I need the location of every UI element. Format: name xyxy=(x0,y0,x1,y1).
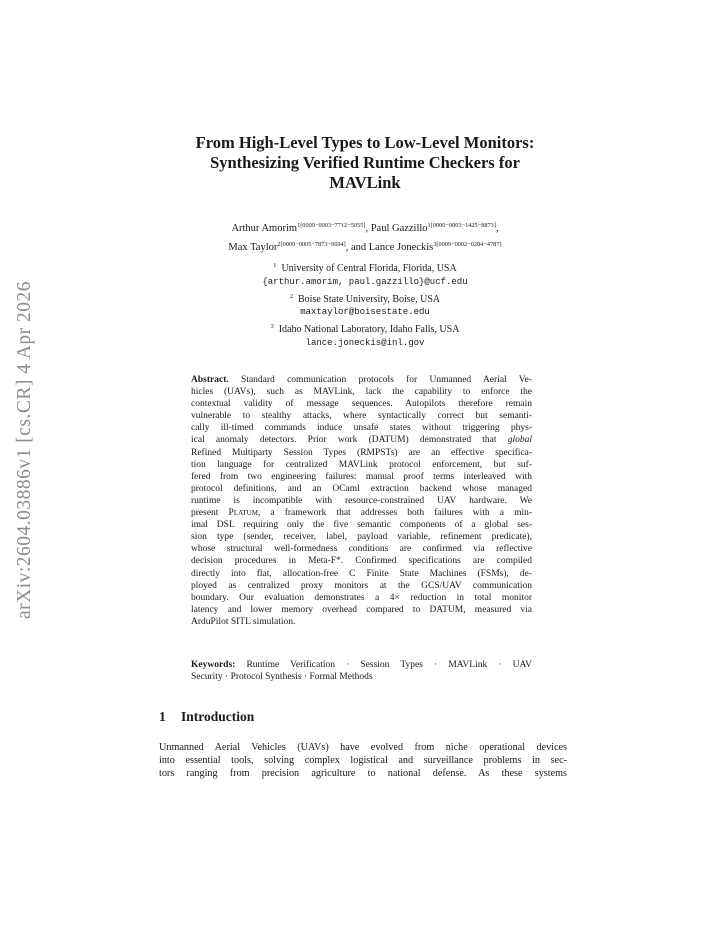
affiliation: $^3$ Idaho National Laboratory, Idaho Falls, USA xyxy=(270,323,460,336)
abstract-line: Refined Multiparty Session Types (RMPSTs) are an effective specifica- xyxy=(191,447,532,458)
abstract-line: cally ill-timed commands induce unsafe states without triggering phys- xyxy=(191,423,532,434)
affiliation: $^1$ University of Central Florida, Florida, USA xyxy=(273,262,457,274)
affiliation-email: maxtaylor@boisestate.edu xyxy=(300,307,430,318)
author-line xyxy=(150,237,580,256)
abstract-label: Abstract. xyxy=(191,375,229,385)
author-orcid: 2[0009−0005−7873−9694] xyxy=(277,241,346,248)
title-line: MAVLink xyxy=(329,173,401,192)
body-line: tors ranging from precision agriculture to national defense. As these systems xyxy=(159,767,567,779)
author-name: , and Lance Joneckis xyxy=(345,242,434,253)
body-line: Unmanned Aerial Vehicles (UAVs) have evolved from niche operational devices xyxy=(159,742,567,753)
abstract-line: Abstract. Standard communication protocols for Unmanned Aerial Ve- xyxy=(191,375,532,385)
title-line: Synthesizing Verified Runtime Checkers for xyxy=(210,153,520,172)
abstract-line: ployed as centralized proxy monitors at the GCS/UAV communication xyxy=(191,580,532,591)
author-name: Paul Gazzillo xyxy=(370,223,428,234)
abstract-line: ical anomaly detectors. Prior work (DATUM) demonstrated that global xyxy=(191,435,532,446)
affiliation-email: {arthur.amorim, paul.gazzillo}@ucf.edu xyxy=(262,276,468,287)
abstract-line: runtime is incompatible with resource-constrained UAV hardware. We xyxy=(191,495,532,506)
title-line: From High-Level Types to Low-Level Monitors: xyxy=(195,133,535,152)
framework-name: Platum xyxy=(228,508,258,519)
affiliation-email: lance.joneckis@inl.gov xyxy=(305,337,425,348)
abstract-line: hicles (UAVs), such as MAVLink, lack the capability to enforce the xyxy=(191,387,532,398)
author-line xyxy=(150,218,580,237)
abstract-line: latency and lower memory overhead compared to DATUM, measured via xyxy=(191,604,532,615)
abstract-line: contextual validity of message sequences. Autopilots therefore remain xyxy=(191,399,532,410)
paper-title xyxy=(150,133,580,193)
abstract-line: tion language for centralized MAVLink protocol enforcement, but suf- xyxy=(191,459,532,470)
abstract-line: protocol definitions, and an OCaml extraction backend whose managed xyxy=(191,483,532,494)
keywords-line: Keywords: Runtime Verification · Session Types · MAVLink · UAV xyxy=(191,660,532,670)
abstract-line: whose structural well-formedness conditions are confirmed via reflective xyxy=(191,544,532,555)
intro-paragraph xyxy=(159,742,567,781)
author-name: Max Taylor xyxy=(228,242,278,253)
section-heading xyxy=(159,709,254,725)
author-orcid: 3[0009−0002−0284−4787] xyxy=(433,241,502,248)
author-orcid: 1[0000−0003−1425−8873] xyxy=(427,222,496,229)
keywords-label: Keywords: xyxy=(191,660,236,670)
author-separator: , xyxy=(495,223,499,234)
abstract-line: directly into flat, allocation-free C Finite State Machines (FSMs), de- xyxy=(191,568,532,579)
affiliation: $^2$ Boise State University, Boise, USA xyxy=(289,292,441,305)
author-list xyxy=(150,218,580,256)
abstract-line: ArduPilot SITL simulation. xyxy=(191,616,296,627)
body-line: into essential tools, solving complex logistical and surveillance problems in sec- xyxy=(159,754,567,766)
abstract xyxy=(191,374,532,628)
author-name: Arthur Amorim xyxy=(231,223,298,234)
abstract-line: sion type (sender, receiver, label, payload variable, refinement predicate), xyxy=(191,532,532,543)
section-number: 1 xyxy=(159,709,166,724)
abstract-line: boundary. Our evaluation demonstrates a 4× reduction in total monitor xyxy=(191,592,532,603)
arxiv-identifier-stamp: arXiv:2604.03886v1 [cs.CR] 4 Apr 2026 xyxy=(14,280,35,620)
keywords-line: Security · Protocol Synthesis · Formal Methods xyxy=(191,672,373,683)
section-title: Introduction xyxy=(181,709,255,724)
abstract-line: present Platum, a framework that addresses both failures with a min- xyxy=(191,508,533,519)
abstract-line: decision procedures in Meta-F*. Confirmed specifications are compiled xyxy=(191,556,532,567)
abstract-line: vulnerable to stealthy attacks, where syntactically correct but semanti- xyxy=(191,411,532,422)
emphasis-global: global xyxy=(507,435,532,446)
abstract-line: imal DSL requiring only the five semantic components of a global ses- xyxy=(191,520,532,531)
author-orcid: 1[0009−0003−7712−5055] xyxy=(297,222,366,229)
abstract-line: fered from two engineering failures: manual proof terms interleaved with xyxy=(191,471,532,482)
keywords xyxy=(191,659,532,683)
author-separator: , xyxy=(365,223,371,234)
affiliation-list xyxy=(150,259,580,351)
